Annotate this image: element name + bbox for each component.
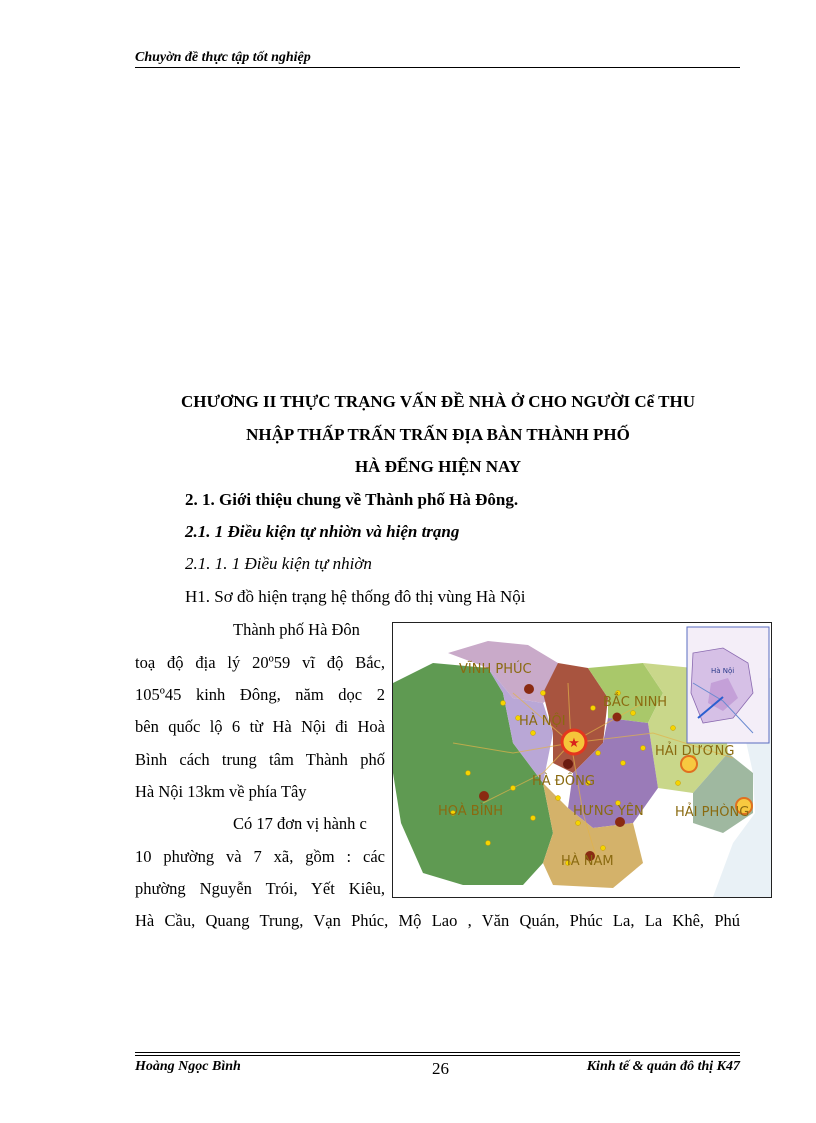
inset-map xyxy=(687,627,769,743)
hoa-binh-marker xyxy=(479,791,489,801)
ha-noi-star-icon: ★ xyxy=(568,736,580,751)
map-label-bac-ninh: BẮC NINH xyxy=(603,695,668,710)
map-label-ha-noi: HÀ NỘI xyxy=(519,714,566,729)
map-label-vinh-phuc: VĨNH PHÚC xyxy=(459,662,532,677)
chapter-title-line-3: HÀ ĐỂNG HIỆN NAY xyxy=(354,457,522,476)
map-label-hai-phong: HẢI PHÒNG xyxy=(675,805,750,820)
footer-course: Kinh tế & quản đô thị K47 xyxy=(586,1059,740,1074)
map-label-ha-nam: HÀ NAM xyxy=(561,854,614,869)
chapter-title-line-1: CHƯƠNG II THỰC TRẠNG VẤN ĐỀ NHÀ Ở CHO NGƯỜI Cể THU xyxy=(181,392,695,411)
map-graphic xyxy=(393,623,771,897)
section-heading-2-1-1-1: 2.1. 1. 1 Điều kiện tự nhiờn xyxy=(185,554,372,573)
map-label-hung-yen: HƯNG YÊN xyxy=(573,804,644,819)
paragraph-2-line-3: phường Nguyễn Trói, Yết Kiêu, xyxy=(135,879,385,898)
map-label-hoa-binh: HOÀ BÌNH xyxy=(438,804,504,819)
section-heading-2-1: 2. 1. Giới thiệu chung về Thành phố Hà Đông. xyxy=(185,490,519,509)
paragraph-1-line-6: Hà Nội 13km về phía Tây xyxy=(135,782,307,801)
footer-rule-top xyxy=(135,1052,740,1053)
header-rule xyxy=(135,67,740,68)
hanoi-region-map xyxy=(392,622,772,898)
footer-rule-bottom xyxy=(135,1055,740,1056)
paragraph-2-line-2: 10 phường và 7 xã, gồm : các xyxy=(135,847,385,866)
page-number: 26 xyxy=(432,1059,449,1078)
paragraph-1-line-5: Bình cách trung tâm Thành phố xyxy=(135,750,385,769)
section-heading-2-1-1: 2.1. 1 Điều kiện tự nhiờn và hiện trạng xyxy=(185,522,460,541)
inset-label: Hà Nội xyxy=(711,667,735,675)
bac-ninh-marker xyxy=(613,713,622,722)
chapter-title-line-2: NHẬP THẤP TRẤN TRẤN ĐỊA BÀN THÀNH PHỐ xyxy=(246,425,630,444)
ha-dong-marker xyxy=(563,759,573,769)
map-label-hai-duong: HẢI DƯƠNG xyxy=(655,744,735,759)
paragraph-2-line-1: Có 17 đơn vị hành c xyxy=(233,814,367,833)
paragraph-2-line-4: Hà Cầu, Quang Trung, Vạn Phúc, Mộ Lao , Văn Quán, Phúc La, La Khê, Phú xyxy=(135,911,740,930)
paragraph-1-line-2: toạ độ địa lý 20º59 vĩ độ Bắc, xyxy=(135,653,385,672)
paragraph-1-line-4: bên quốc lộ 6 từ Hà Nội đi Hoà xyxy=(135,717,385,736)
running-header: Chuyờn đề thực tập tốt nghiệp xyxy=(135,50,311,65)
paragraph-1-line-3: 105º45 kinh Đông, năm dọc 2 xyxy=(135,685,385,704)
footer-author: Hoàng Ngọc Bình xyxy=(135,1059,241,1074)
map-label-ha-dong: HÀ ĐÔNG xyxy=(532,774,595,789)
figure-caption: H1. Sơ đồ hiện trạng hệ thống đô thị vùng Hà Nội xyxy=(185,587,526,606)
vinh-phuc-marker xyxy=(524,684,534,694)
paragraph-1-line-1: Thành phố Hà Đôn xyxy=(233,620,360,639)
